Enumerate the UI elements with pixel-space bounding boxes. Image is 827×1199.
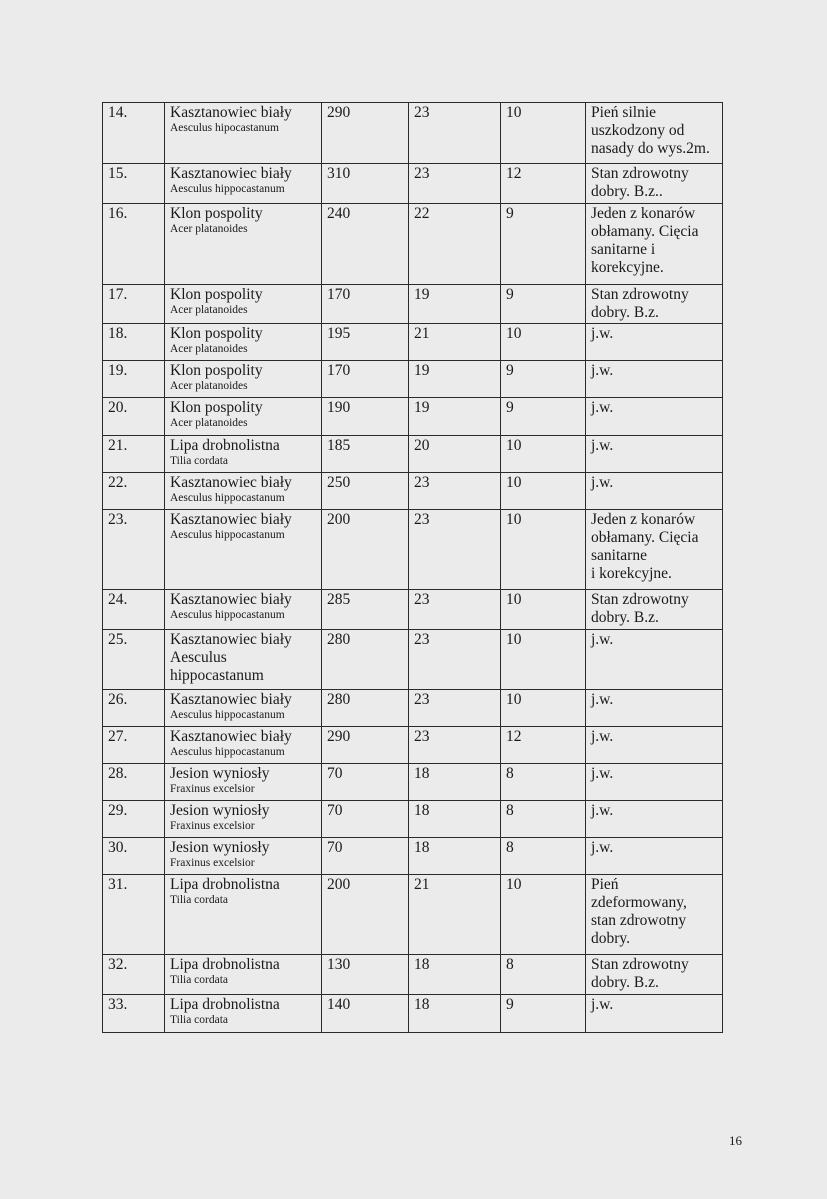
table-row [103,473,723,510]
height-cell: 23 [409,103,501,164]
circumference-cell: 70 [322,801,409,838]
circumference-cell: 195 [322,324,409,361]
species-cell [165,764,322,801]
species-latin-name: Fraxinus excelsior [170,783,255,795]
notes-cell: Pień silnie uszkodzony od nasady do wys.2m. [586,103,723,164]
notes-cell: Stan zdrowotny dobry. B.z. [586,285,723,324]
notes-cell: Jeden z konarów obłamany. Cięcia sanitarne i korekcyjne. [586,510,723,590]
row-number: 27. [103,727,165,764]
notes-cell: j.w. [586,630,723,690]
table-row [103,801,723,838]
species-name: Klon pospolity [170,399,263,416]
species-name: Kasztanowiec biały [170,104,292,121]
species-latin-name: Acer platanoides [170,223,248,235]
table-row [103,164,723,204]
species-latin-name: Fraxinus excelsior [170,857,255,869]
table-row [103,995,723,1033]
species-latin-name: Acer platanoides [170,343,248,355]
tree-table-body [103,103,723,1033]
species-name: Kasztanowiec biały [170,631,292,648]
species-latin-name: Tilia cordata [170,894,229,906]
row-number: 20. [103,398,165,436]
species-latin-name: Aesculus hippocastanum [170,746,285,758]
species-cell [165,995,322,1033]
row-number: 17. [103,285,165,324]
species-cell [165,510,322,590]
notes-cell: j.w. [586,398,723,436]
notes-cell: Pień zdeformowany, stan zdrowotny dobry. [586,875,723,955]
species-name: Kasztanowiec biały [170,165,292,182]
crown-cell: 12 [501,727,586,764]
species-latin-name: Tilia cordata [170,455,229,467]
table-row [103,955,723,995]
height-cell: 19 [409,285,501,324]
height-cell: 23 [409,590,501,630]
row-number: 14. [103,103,165,164]
row-number: 29. [103,801,165,838]
circumference-cell: 290 [322,103,409,164]
species-name: Kasztanowiec biały [170,591,292,608]
notes-cell: j.w. [586,838,723,875]
circumference-cell: 140 [322,995,409,1033]
species-cell [165,630,322,690]
species-latin-name: Aesculus hippocastanum [170,649,264,684]
row-number: 24. [103,590,165,630]
circumference-cell: 285 [322,590,409,630]
crown-cell: 10 [501,875,586,955]
table-row [103,764,723,801]
table-row [103,510,723,590]
crown-cell: 8 [501,764,586,801]
table-row [103,630,723,690]
height-cell: 23 [409,630,501,690]
height-cell: 19 [409,361,501,398]
species-cell [165,324,322,361]
species-latin-name: Aesculus hippocastanum [170,183,285,195]
crown-cell: 8 [501,801,586,838]
species-latin-name: Tilia cordata [170,974,229,986]
height-cell: 20 [409,436,501,473]
tree-inventory-table [102,102,723,1033]
species-cell [165,436,322,473]
species-cell [165,398,322,436]
species-latin-name: Tilia cordata [170,1014,229,1026]
table-row [103,103,723,164]
notes-cell: Jeden z konarów obłamany. Cięcia sanitarne i korekcyjne. [586,204,723,285]
height-cell: 21 [409,875,501,955]
row-number: 15. [103,164,165,204]
crown-cell: 10 [501,473,586,510]
species-cell [165,838,322,875]
circumference-cell: 70 [322,764,409,801]
row-number: 30. [103,838,165,875]
row-number: 21. [103,436,165,473]
species-latin-name: Acer platanoides [170,304,248,316]
row-number: 22. [103,473,165,510]
species-name: Lipa drobnolistna [170,956,280,973]
crown-cell: 9 [501,285,586,324]
height-cell: 19 [409,398,501,436]
crown-cell: 9 [501,204,586,285]
row-number: 33. [103,995,165,1033]
circumference-cell: 200 [322,510,409,590]
species-name: Klon pospolity [170,286,263,303]
table-row [103,727,723,764]
crown-cell: 9 [501,398,586,436]
species-name: Lipa drobnolistna [170,876,280,893]
species-cell [165,727,322,764]
circumference-cell: 250 [322,473,409,510]
species-cell [165,473,322,510]
height-cell: 23 [409,473,501,510]
species-cell [165,103,322,164]
table-row [103,324,723,361]
circumference-cell: 170 [322,361,409,398]
notes-cell: j.w. [586,764,723,801]
species-latin-name: Aesculus hippocastanum [170,609,285,621]
height-cell: 21 [409,324,501,361]
notes-cell: j.w. [586,473,723,510]
height-cell: 23 [409,727,501,764]
height-cell: 18 [409,801,501,838]
row-number: 28. [103,764,165,801]
species-cell [165,955,322,995]
species-latin-name: Aesculus hippocastanum [170,709,285,721]
crown-cell: 10 [501,436,586,473]
species-cell [165,204,322,285]
species-cell [165,590,322,630]
circumference-cell: 240 [322,204,409,285]
table-row [103,436,723,473]
circumference-cell: 70 [322,838,409,875]
circumference-cell: 290 [322,727,409,764]
crown-cell: 9 [501,361,586,398]
circumference-cell: 280 [322,690,409,727]
crown-cell: 8 [501,955,586,995]
height-cell: 23 [409,690,501,727]
species-name: Lipa drobnolistna [170,437,280,454]
table-row [103,875,723,955]
crown-cell: 9 [501,995,586,1033]
notes-cell: j.w. [586,690,723,727]
notes-cell: j.w. [586,436,723,473]
species-cell [165,690,322,727]
crown-cell: 10 [501,103,586,164]
table-row [103,398,723,436]
height-cell: 18 [409,764,501,801]
height-cell: 23 [409,510,501,590]
crown-cell: 10 [501,590,586,630]
species-latin-name: Fraxinus excelsior [170,820,255,832]
species-latin-name: Aesculus hippocastanum [170,492,285,504]
row-number: 23. [103,510,165,590]
notes-cell: j.w. [586,995,723,1033]
circumference-cell: 170 [322,285,409,324]
row-number: 26. [103,690,165,727]
table-row [103,838,723,875]
species-name: Kasztanowiec biały [170,691,292,708]
species-cell [165,164,322,204]
species-latin-name: Aesculus hipocastanum [170,122,279,134]
row-number: 31. [103,875,165,955]
notes-cell: Stan zdrowotny dobry. B.z. [586,590,723,630]
table-row [103,590,723,630]
crown-cell: 10 [501,510,586,590]
crown-cell: 10 [501,324,586,361]
crown-cell: 8 [501,838,586,875]
height-cell: 22 [409,204,501,285]
crown-cell: 10 [501,690,586,727]
circumference-cell: 130 [322,955,409,995]
species-latin-name: Acer platanoides [170,417,248,429]
notes-cell: j.w. [586,801,723,838]
species-name: Lipa drobnolistna [170,996,280,1013]
height-cell: 18 [409,838,501,875]
species-cell [165,285,322,324]
notes-cell: j.w. [586,361,723,398]
circumference-cell: 280 [322,630,409,690]
notes-cell: j.w. [586,727,723,764]
table-row [103,361,723,398]
table-row [103,204,723,285]
height-cell: 23 [409,164,501,204]
row-number: 16. [103,204,165,285]
circumference-cell: 185 [322,436,409,473]
circumference-cell: 190 [322,398,409,436]
species-name: Jesion wyniosły [170,802,270,819]
species-latin-name: Aesculus hippocastanum [170,529,285,541]
crown-cell: 12 [501,164,586,204]
row-number: 25. [103,630,165,690]
page-number: 16 [729,1133,742,1148]
row-number: 32. [103,955,165,995]
notes-cell: Stan zdrowotny dobry. B.z.. [586,164,723,204]
species-name: Klon pospolity [170,205,263,222]
row-number: 18. [103,324,165,361]
table-row [103,690,723,727]
notes-cell: Stan zdrowotny dobry. B.z. [586,955,723,995]
circumference-cell: 200 [322,875,409,955]
species-name: Kasztanowiec biały [170,474,292,491]
crown-cell: 10 [501,630,586,690]
species-name: Jesion wyniosły [170,765,270,782]
species-cell [165,361,322,398]
species-cell [165,875,322,955]
height-cell: 18 [409,995,501,1033]
height-cell: 18 [409,955,501,995]
species-name: Klon pospolity [170,325,263,342]
row-number: 19. [103,361,165,398]
species-name: Klon pospolity [170,362,263,379]
species-cell [165,801,322,838]
circumference-cell: 310 [322,164,409,204]
species-name: Kasztanowiec biały [170,728,292,745]
notes-cell: j.w. [586,324,723,361]
table-row [103,285,723,324]
species-latin-name: Acer platanoides [170,380,248,392]
species-name: Kasztanowiec biały [170,511,292,528]
species-name: Jesion wyniosły [170,839,270,856]
